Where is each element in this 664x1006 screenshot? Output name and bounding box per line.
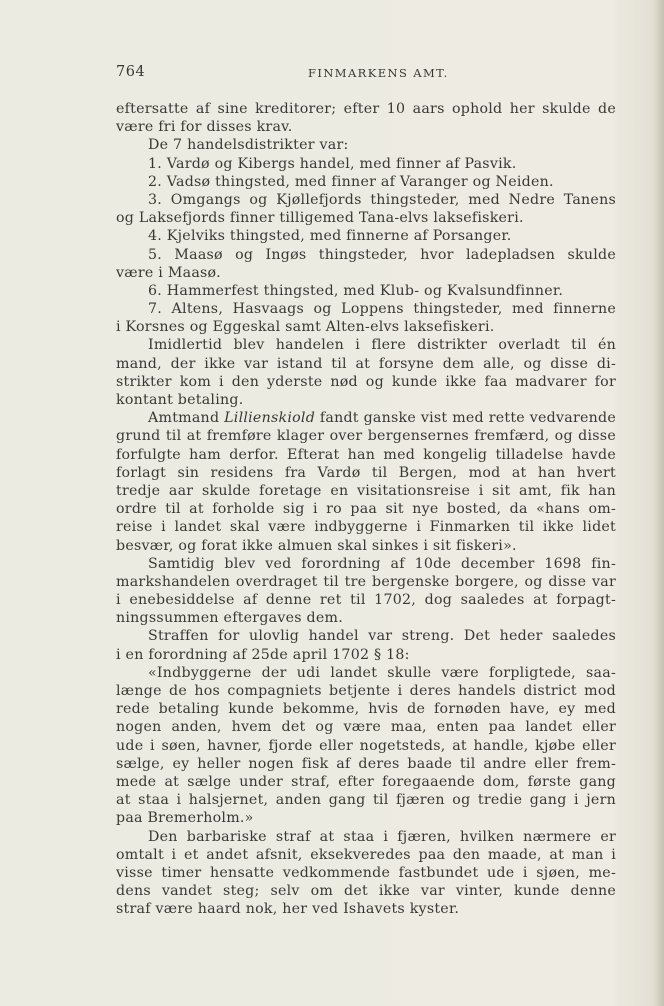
text-line: og Laksefjords finner tilligemed Tana-elvs laksefiskeri. [116, 210, 524, 227]
text-line: mand, der ikke var istand til at forsyne dem alle, og disse di- [116, 355, 616, 372]
text-line: forfulgte ham derfor. Efterat han med kongelig tilladelse havde [116, 446, 616, 463]
text-line: at staa i halsjernet, anden gang til fjæren og tredie gang i jern [116, 792, 616, 809]
text-line: grund til at fremføre klager over bergensernes fremfærd, og disse [116, 428, 616, 445]
text-span: fandt ganske vist med rette vedvarende [315, 410, 616, 427]
text-line: «Indbyggerne der udi landet skulle være forpligtede, saa- [148, 664, 616, 681]
body-text [116, 100, 616, 918]
text-line: dens vandet steg; selv om det ikke var vinter, kunde denne [116, 883, 616, 900]
text-line: omtalt i et andet afsnit, eksekveredes paa den maade, at man i [116, 846, 616, 863]
text-line: ude i søen, havner, fjorde eller nogetsteds, at handle, kjøbe eller [116, 737, 616, 754]
text-line: i Korsnes og Eggeskal samt Alten-elvs laksefiskeri. [116, 319, 495, 336]
text-line: sælge, ey heller nogen fisk af deres baade til andre eller frem- [116, 755, 616, 772]
text-line: i en forordning af 25de april 1702 § 18: [116, 646, 410, 663]
text-line: Imidlertid blev handelen i flere distrikter overladt til én [148, 337, 616, 354]
text-line: ningssummen eftergaves dem. [116, 610, 344, 627]
text-line: De 7 handelsdistrikter var: [148, 137, 349, 154]
page-edge-shadow [654, 0, 664, 1006]
text-line [116, 409, 616, 427]
text-line: strikter kom i den yderste nød og kunde ikke faa madvarer for [116, 373, 616, 390]
text-line: Den barbariske straf at staa i fjæren, hvilken nærmere er [148, 828, 616, 845]
text-line: mede at sælge under straf, efter foregaaende dom, første gang [116, 773, 616, 790]
text-line: kontant betaling. [116, 392, 244, 408]
text-line: være i Maasø. [116, 264, 221, 281]
text-line: besvær, og forat ikke almuen skal sinkes i sit fiskeri». [116, 537, 517, 554]
text-line: nogen anden, hvem det og være maa, enten paa landet eller [116, 719, 616, 736]
text-line: forlagt sin residens fra Vardø til Bergen, mod at han hvert [116, 464, 616, 481]
text-line: straf være haard nok, her ved Ishavets kyster. [116, 901, 460, 918]
text-line: markshandelen overdraget til tre bergenske borgere, og disse var [116, 573, 616, 590]
italic-name: Lillienskiold [224, 410, 316, 427]
text-line: reise i landet skal være indbyggerne i Finmarken til ikke lidet [116, 519, 616, 536]
text-line: længe de hos compagniets betjente i deres handels district mod [116, 683, 616, 699]
text-line: i enebesiddelse af denne ret til 1702, dog saaledes at forpagt- [116, 592, 616, 609]
text-span: Amtmand [148, 410, 225, 427]
text-line: 4. Kjelviks thingsted, med finnerne af Porsanger. [148, 228, 512, 245]
text-line: visse timer hensatte vedkommende fastbundet ude i sjøen, me- [116, 864, 616, 881]
text-line: 7. Altens, Hasvaags og Loppens thingsteder, med finnerne [148, 301, 616, 318]
text-line: Samtidig blev ved forordning af 10de december 1698 fin- [148, 555, 616, 572]
text-line: paa Bremerholm.» [116, 810, 254, 827]
page-header [116, 64, 616, 84]
text-line: Straffen for ulovlig handel var streng. Det heder saaledes [148, 628, 616, 645]
text-line: ordre til at forholde sig i ro paa sit nye bosted, da «hans om- [116, 501, 616, 518]
page-number: 764 [116, 64, 146, 80]
text-line: 6. Hammerfest thingsted, med Klub- og Kvalsundfinner. [148, 282, 564, 299]
text-line: 5. Maasø og Ingøs thingsteder, hvor ladepladsen skulde [148, 246, 616, 263]
text-line: eftersatte af sine kreditorer; efter 10 aars ophold her skulde de [116, 101, 616, 117]
text-line: tredje aar skulde foretage en visitationsreise i sit amt, fik han [116, 482, 616, 499]
text-line: 2. Vadsø thingsted, med finner af Varanger og Neiden. [148, 173, 554, 190]
running-head: FINMARKENS AMT. [308, 66, 449, 80]
text-line: være fri for disses krav. [116, 119, 293, 136]
text-line: rede betaling kunde bekomme, hvis de fornøden have, ey med [116, 701, 616, 718]
text-line: 1. Vardø og Kibergs handel, med finner af Pasvik. [148, 155, 517, 172]
text-line: 3. Omgangs og Kjøllefjords thingsteder, med Nedre Tanens [148, 191, 616, 208]
